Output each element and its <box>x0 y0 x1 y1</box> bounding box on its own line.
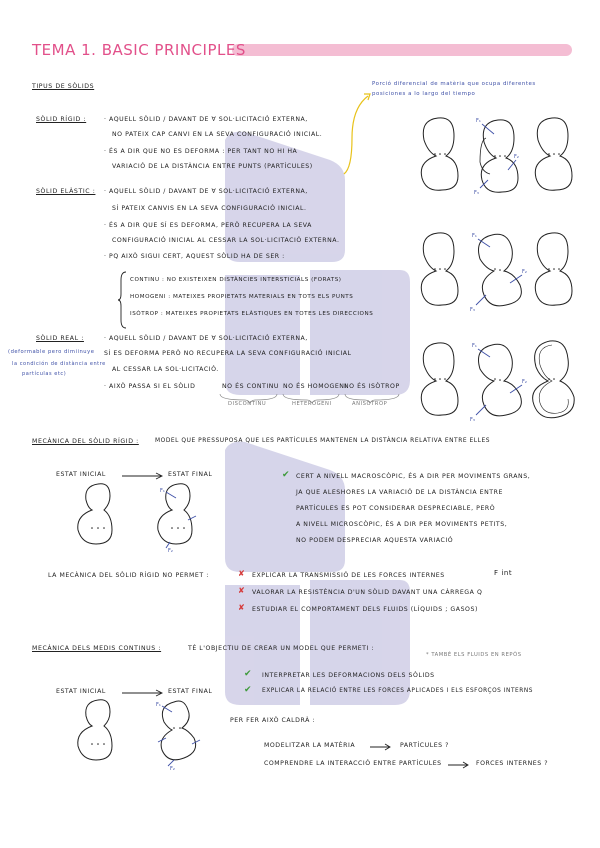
real-f2: F₂ <box>522 379 527 385</box>
real-f1: F₁ <box>472 343 477 349</box>
real-line-3: AL CESSAR LA SOL·LICITACIÓ. <box>112 366 219 373</box>
rigid-mechanics-def: MODEL QUE PRESSUPOSA QUE LES PARTÍCULES MANTENEN LA DISTÀNCIA RELATIVA ENTRE ELLES <box>155 438 491 444</box>
rigid-check-line-1: CERT A NIVELL MACROSCÒPIC, ÉS A DIR PER MOVIMENTS GRANS, <box>296 473 531 480</box>
label-solid-rigid: SÒLID RÍGID : <box>36 116 87 123</box>
rigid-cross-2: VALORAR LA RESISTÈNCIA D'UN SÒLID DAVANT UNA CÀRREGA Q <box>252 589 483 596</box>
rigid-estat-inicial: ESTAT INICIAL <box>56 471 106 478</box>
continuum-check-1: INTERPRETAR LES DEFORMACIONS DELS SÒLIDS <box>262 672 435 679</box>
diagram-continuum-states <box>70 698 240 772</box>
annotation-line-2: posiciones a lo largo del tiempo <box>372 91 476 97</box>
title-highlight-bar <box>232 44 572 56</box>
prop-homogeni: HOMOGENI : MATEIXES PROPIETATS MATERIALS EN TOTS ELS PUNTS <box>130 294 354 300</box>
check-icon: ✔ <box>282 470 290 480</box>
elastic-f1: F₁ <box>472 233 477 239</box>
real-note-1: (deformable pero dimiinuye <box>8 349 95 355</box>
elastic-f3: F₃ <box>470 307 475 313</box>
continuum-estat-inicial: ESTAT INICIAL <box>56 688 106 695</box>
elastic-line-4: CONFIGURACIÓ INICIAL AL CESSAR LA SOL·LICITACIÓ EXTERNA. <box>112 237 340 244</box>
cross-icon: ✘ <box>238 569 245 578</box>
prop-continu: CONTINU : NO EXISTEIXEN DISTÀNCIES INTERSTICIALS (FORATS) <box>130 277 342 283</box>
real-line-2: SÍ ES DEFORMA PERÒ NO RECUPERA LA SEVA CONFIGURACIÓ INICIAL <box>104 350 352 357</box>
diagram-rigid-states <box>70 482 230 552</box>
rigid-f2: F₂ <box>514 154 519 160</box>
rigid-cross-1: EXPLICAR LA TRANSMISSIÓ DE LES FORCES INTERNES <box>252 572 445 579</box>
continuum-def: TÉ L'OBJECTIU DE CREAR UN MODEL QUE PERMETI : <box>188 645 375 652</box>
real-no-homogeni: NO ÉS HOMOGENI <box>283 383 347 390</box>
elastic-line-1: · AQUELL SÒLID / DAVANT DE ∀ SOL·LICITACIÓ EXTERNA, <box>104 188 308 195</box>
real-sub-heterogeni: HETEROGENI <box>292 401 332 407</box>
rigid-f1: F₁ <box>476 118 481 124</box>
properties-brace <box>118 270 128 330</box>
continuum-note: * TAMBÉ ELS FLUIDS EN REPÒS <box>426 652 522 658</box>
real-no-isotrop: NO ÉS ISÒTROP <box>344 383 400 390</box>
step-1-arrow <box>370 743 394 751</box>
rigid-state-f1: F₁ <box>160 488 165 494</box>
annotation-line-1: Porció diferencial de matèria que ocupa diferentes <box>372 81 536 87</box>
elastic-line-5: · PQ AIXÒ SIGUI CERT, AQUEST SÒLID HA DE SER : <box>104 253 285 260</box>
label-solid-elastic: SÒLID ELÀSTIC : <box>36 188 96 195</box>
elastic-f2: F₂ <box>522 269 527 275</box>
rigid-f3: F₃ <box>474 190 479 196</box>
continuum-f1: F₁ <box>156 702 161 708</box>
step-2-to: FORCES INTERNES ? <box>476 760 549 767</box>
continuum-check-2: EXPLICAR LA RELACIÓ ENTRE LES FORCES APLICADES I ELS ESFORÇOS INTERNS <box>262 688 533 694</box>
continuum-estat-final: ESTAT FINAL <box>168 688 213 695</box>
diagram-elastic-solid <box>410 225 580 315</box>
step-1-to: PARTÍCULES ? <box>400 742 450 749</box>
step-1-from: MODELITZAR LA MATÈRIA <box>264 742 356 749</box>
rigid-line-1: · AQUELL SÒLID / DAVANT DE ∀ SOL·LICITACIÓ EXTERNA, <box>104 116 308 123</box>
rigid-estat-final: ESTAT FINAL <box>168 471 213 478</box>
rigid-line-3: · ÉS A DIR QUE NO ES DEFORMA : PER TANT NO HI HA <box>104 148 298 155</box>
diagram-rigid-solid <box>410 110 580 200</box>
cross-icon: ✘ <box>238 603 245 612</box>
real-f3: F₃ <box>470 417 475 423</box>
elastic-line-2: SÍ PATEIX CANVIS EN LA SEVA CONFIGURACIÓ INICIAL. <box>112 205 307 212</box>
rigid-no-permet: LA MECÀNICA DEL SÒLID RÍGID NO PERMET : <box>48 572 209 579</box>
annotation-arrow <box>340 88 380 178</box>
rigid-check-line-5: NO PODEM DESPRECIAR AQUESTA VARIACIÓ <box>296 537 454 544</box>
page-title: TEMA 1. BASIC PRINCIPLES <box>32 41 246 59</box>
cross-icon: ✘ <box>238 586 245 595</box>
step-2-from: COMPRENDRE LA INTERACCIÓ ENTRE PARTÍCULES <box>264 760 442 767</box>
per-fer-aixo: PER FER AIXÒ CALDRÀ : <box>230 717 316 724</box>
section-heading-tipus: TIPUS DE SÒLIDS <box>32 83 95 90</box>
rigid-line-4: VARIACIÓ DE LA DISTÀNCIA ENTRE PUNTS (PARTÍCULES) <box>112 163 313 170</box>
real-no-continu: NO ÉS CONTINU <box>222 383 280 390</box>
rigid-state-f2: F₂ <box>168 548 173 554</box>
section-heading-rigid-mechanics: MECÀNICA DEL SÒLID RÍGID : <box>32 438 139 445</box>
real-sub-discontinu: DISCONTINU <box>228 401 267 407</box>
arrow-inicial-final-2 <box>122 689 166 697</box>
rigid-line-2: NO PATEIX CAP CANVI EN LA SEVA CONFIGURACIÓ INICIAL. <box>112 131 323 138</box>
real-line-4: · AIXÒ PASSA SI EL SÒLID <box>104 383 196 390</box>
rigid-cross-3: ESTUDIAR EL COMPORTAMENT DELS FLUIDS (LÍQUIDS ; GASOS) <box>252 606 478 613</box>
diagram-real-solid <box>410 335 580 425</box>
label-solid-real: SÒLID REAL : <box>36 335 84 342</box>
check-icon: ✔ <box>244 685 252 695</box>
continuum-f2: F₂ <box>170 766 175 772</box>
step-2-arrow <box>448 761 472 769</box>
check-icon: ✔ <box>244 669 252 679</box>
prop-isotrop: ISÒTROP : MATEIXES PROPIETATS ELÀSTIQUES EN TOTES LES DIRECCIONS <box>130 311 374 317</box>
real-note-2: la condición de distància entre <box>12 361 106 367</box>
rigid-check-line-2: JA QUE ALESHORES LA VARIACIÓ DE LA DISTÀNCIA ENTRE <box>296 489 503 496</box>
section-heading-continuum: MECÀNICA DELS MEDIS CONTINUS : <box>32 645 162 652</box>
fint-label: F int <box>494 569 513 577</box>
rigid-check-line-4: A NIVELL MICROSCÒPIC, ÉS A DIR PER MOVIMENTS PETITS, <box>296 521 508 528</box>
arrow-inicial-final-1 <box>122 472 166 480</box>
rigid-check-line-3: PARTÍCULES ES POT CONSIDERAR DESPRECIABLE, PERÒ <box>296 505 496 512</box>
real-line-1: · AQUELL SÒLID / DAVANT DE ∀ SOL·LICITACIÓ EXTERNA, <box>104 335 308 342</box>
elastic-line-3: · ÉS A DIR QUE SÍ ES DEFORMA, PERÒ RECUPERA LA SEVA <box>104 222 312 229</box>
real-sub-anisotrop: ANISÒTROP <box>352 401 388 407</box>
real-note-3: partículas etc) <box>22 371 67 377</box>
